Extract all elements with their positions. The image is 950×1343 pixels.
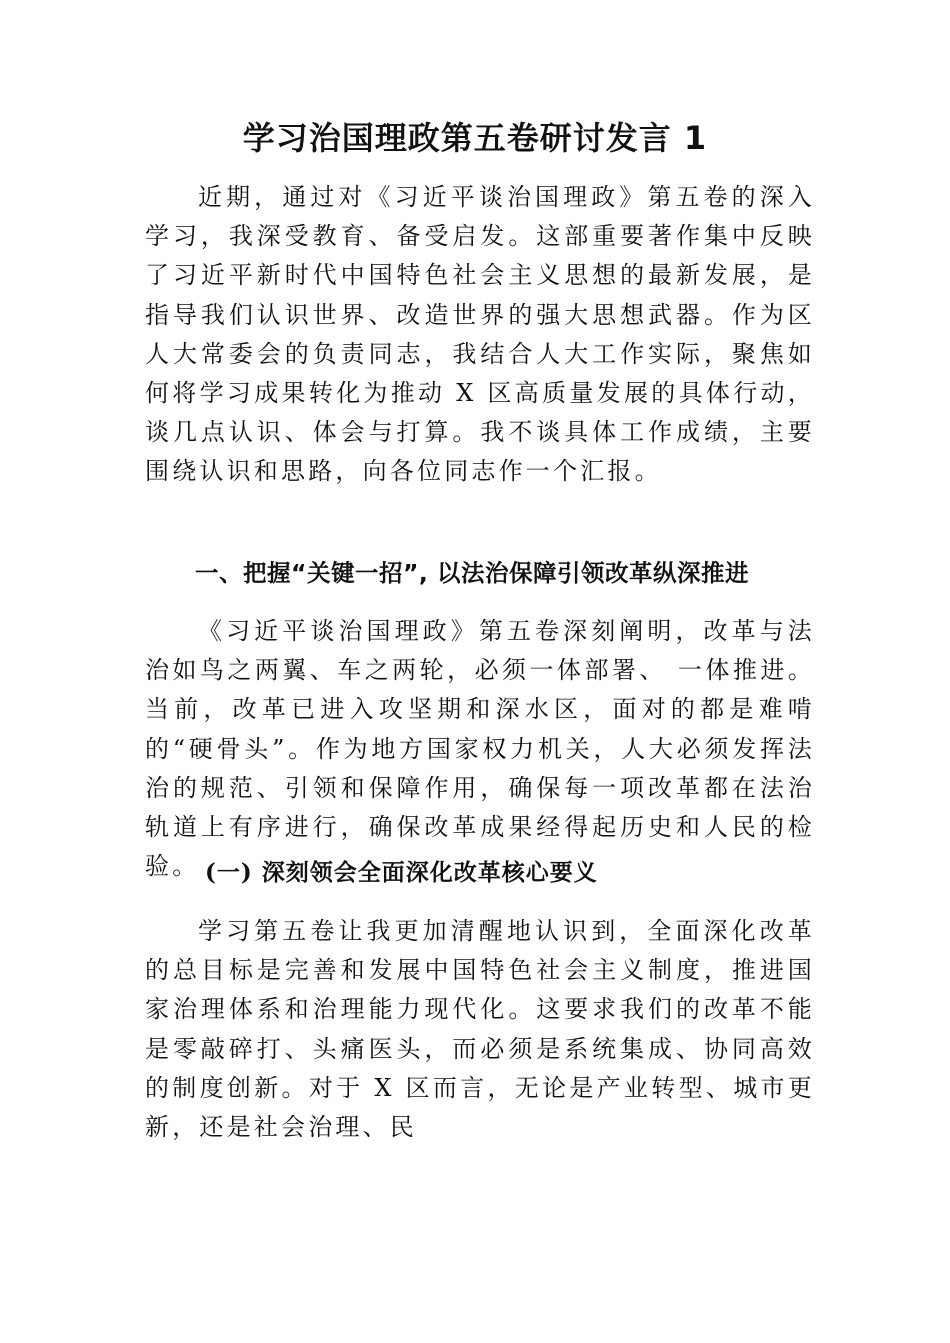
document-title: 学习治国理政第五卷研讨发言 1: [242, 119, 708, 157]
subsection-heading: (一) 深刻领会全面深化改革核心要义: [205, 859, 598, 886]
section-paragraph: 《习近平谈治国理政》第五卷深刻阐明，改革与法治如鸟之两翼、车之两轮，必须一体部署、 一体推进。当前，改革已进入攻坚期和深水区，面对的都是难啃的“硬骨头”。作为地方国家权力机关，人大必须发挥法治的规范、引领和保障作用，确保每一项改革都在法治轨道上有序进行，确保改革成果经得起历史和人民的检验。: [145, 617, 815, 881]
subsection-paragraph: 学习第五卷让我更加清醒地认识到，全面深化改革的总目标是完善和发展中国特色社会主义制度，推进国家治理体系和治理能力现代化。这要求我们的改革不能是零敲碎打、头痛医头，而必须是系统集成、协同高效的制度创新。对于 X 区而言，无论是产业转型、城市更新，还是社会治理、民: [145, 917, 815, 1142]
section-heading: 一、把握“关键一招”, 以法治保障引领改革纵深推进: [195, 559, 749, 587]
intro-paragraph: 近期，通过对《习近平谈治国理政》第五卷的深入学习，我深受教育、备受启发。这部重要著作集中反映了习近平新时代中国特色社会主义思想的最新发展，是指导我们认识世界、改造世界的强大思想武器。作为区人大常委会的负责同志，我结合人大工作实际，聚焦如何将学习成果转化为推动 X 区高质量发展的具体行动，谈几点认识、体会与打算。我不谈具体工作成绩，主要围绕认识和思路，向各位同志作一个汇报。: [145, 183, 815, 486]
